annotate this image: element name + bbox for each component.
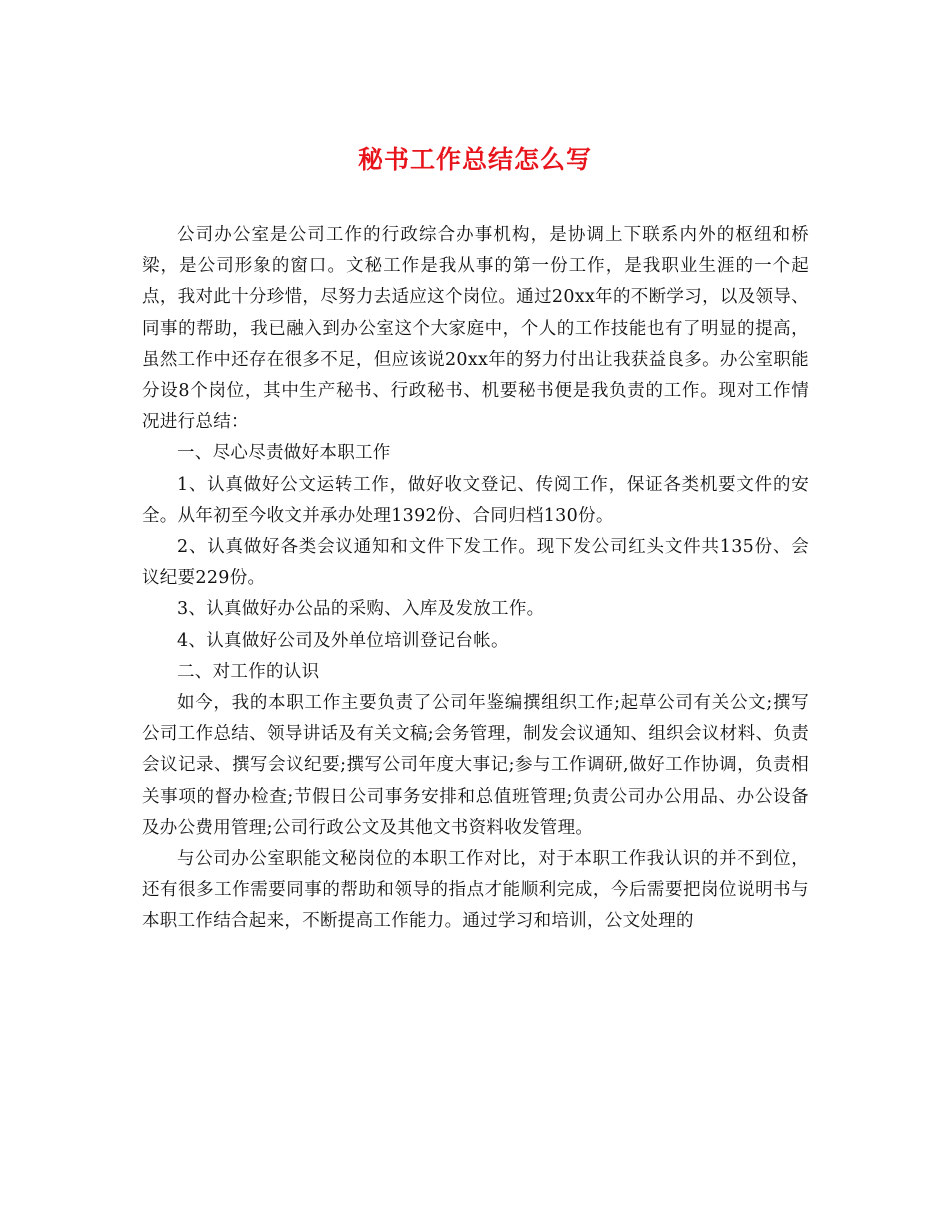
list-item-1: 1、认真做好公文运转工作，做好收文登记、传阅工作，保证各类机要文件的安全。从年初至今收文并承办处理1392份、合同归档130份。 (142, 474, 809, 526)
document-title: 秘书工作总结怎么写 (357, 145, 592, 174)
section-heading-2: 二、对工作的认识 (177, 661, 320, 682)
list-item-4: 4、认真做好公司及外单位培训登记台帐。 (177, 630, 509, 651)
section-heading-1: 一、尽心尽责做好本职工作 (177, 443, 391, 464)
paragraph-reflection: 与公司办公室职能文秘岗位的本职工作对比，对于本职工作我认识的并不到位，还有很多工作需要同事的帮助和领导的指点才能顺利完成，今后需要把岗位说明书与本职工作结合起来，不断提高工作能力。通过学习和培训，公文处理的 (142, 849, 809, 932)
list-item-3: 3、认真做好办公品的采购、入库及发放工作。 (177, 599, 545, 620)
paragraph-duties: 如今，我的本职工作主要负责了公司年鉴编撰组织工作;起草公司有关公文;撰写公司工作总结、领导讲话及有关文稿;会务管理，制发会议通知、组织会议材料、负责会议记录、撰写会议纪要;撰写公司年度大事记;参与工作调研,做好工作协调，负责相关事项的督办检查;节假日公司事务安排和总值班管理;负责公司办公用品、办公设备及办公费用管理;公司行政公文及其他文书资料收发管理。 (142, 693, 809, 838)
document-body (142, 220, 809, 938)
paragraph-intro: 公司办公室是公司工作的行政综合办事机构，是协调上下联系内外的枢纽和桥梁，是公司形象的窗口。文秘工作是我从事的第一份工作，是我职业生涯的一个起点，我对此十分珍惜，尽努力去适应这个岗位。通过20xx年的不断学习，以及领导、同事的帮助，我已融入到办公室这个大家庭中，个人的工作技能也有了明显的提高，虽然工作中还存在很多不足，但应该说20xx年的努力付出让我获益良多。办公室职能分设8个岗位，其中生产秘书、行政秘书、机要秘书便是我负责的工作。现对工作情况进行总结： (142, 225, 809, 433)
list-item-2: 2、认真做好各类会议通知和文件下发工作。现下发公司红头文件共135份、会议纪要229份。 (142, 537, 809, 589)
